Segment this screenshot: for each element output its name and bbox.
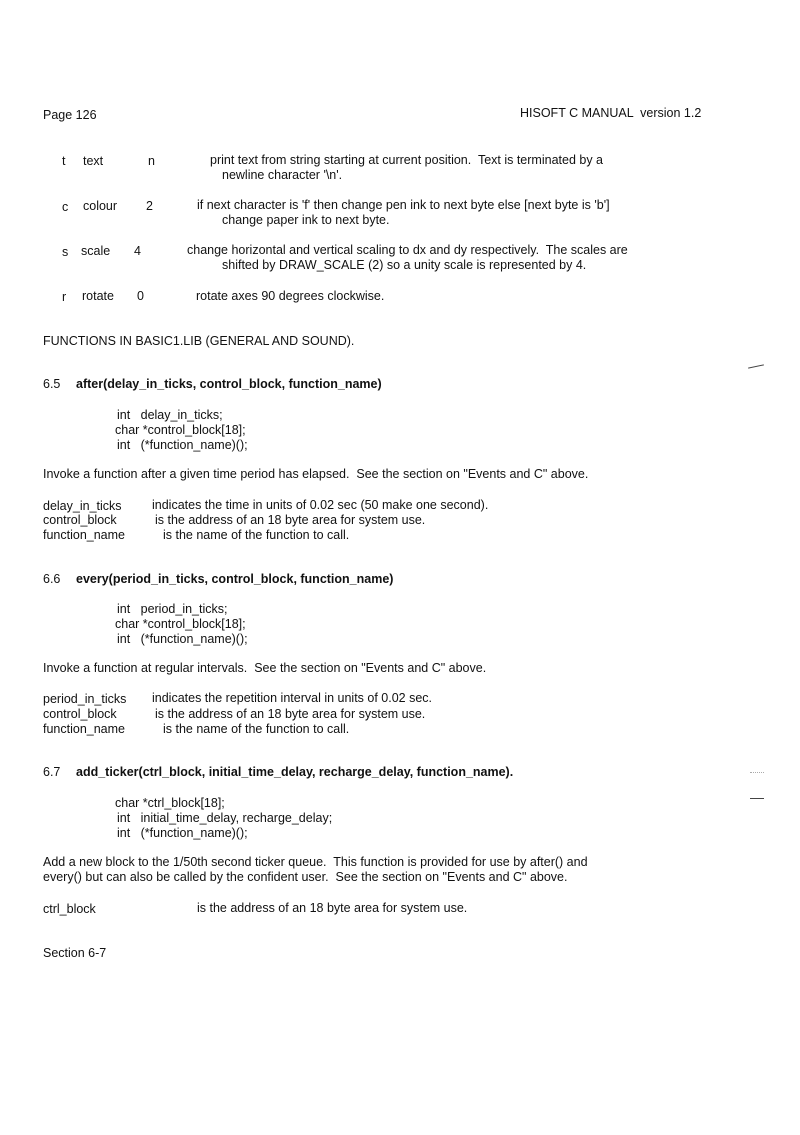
command-arg: 4 [134, 244, 141, 258]
declaration-line: char *ctrl_block[18]; [115, 796, 225, 810]
declaration-line: int initial_time_delay, recharge_delay; [117, 811, 333, 825]
function-signature: add_ticker(ctrl_block, initial_time_delay, recharge_delay, function_name). [76, 765, 514, 779]
page-number: Page 126 [43, 108, 97, 122]
command-desc-cont: shifted by DRAW_SCALE (2) so a unity scale is represented by 4. [222, 258, 587, 272]
param-desc: is the address of an 18 byte area for system use. [155, 513, 426, 527]
param-desc: is the name of the function to call. [163, 528, 350, 542]
scan-mark [750, 772, 764, 773]
declaration-line: int period_in_ticks; [117, 602, 228, 616]
param-desc: is the address of an 18 byte area for system use. [155, 707, 426, 721]
scan-mark [748, 364, 764, 368]
section-heading: FUNCTIONS IN BASIC1.LIB (GENERAL AND SOUND). [43, 334, 355, 348]
function-number: 6.5 [43, 377, 61, 391]
param-name: control_block [43, 707, 117, 721]
function-description: Invoke a function at regular intervals. See the section on "Events and C" above. [43, 661, 487, 675]
command-arg: 0 [137, 289, 144, 303]
param-name: control_block [43, 513, 117, 527]
function-description: Add a new block to the 1/50th second ticker queue. This function is provided for use by after() and [43, 855, 588, 869]
function-signature: after(delay_in_ticks, control_block, function_name) [76, 377, 382, 391]
declaration-line: char *control_block[18]; [115, 423, 246, 437]
command-desc-cont: newline character '\n'. [222, 168, 343, 182]
param-name: delay_in_ticks [43, 499, 122, 513]
declaration-line: char *control_block[18]; [115, 617, 246, 631]
command-letter: r [62, 290, 67, 304]
param-desc: indicates the repetition interval in units of 0.02 sec. [152, 691, 433, 705]
manual-title: HISOFT C MANUAL version 1.2 [520, 106, 702, 120]
command-name: text [83, 154, 104, 168]
command-letter: c [62, 200, 69, 214]
command-name: colour [83, 199, 118, 213]
command-arg: n [148, 154, 155, 168]
command-desc: if next character is 'f' then change pen ink to next byte else [next byte is 'b'] [197, 198, 610, 212]
command-name: scale [81, 244, 111, 258]
function-number: 6.6 [43, 572, 61, 586]
command-name: rotate [82, 289, 114, 303]
param-desc: indicates the time in units of 0.02 sec (50 make one second). [152, 498, 489, 512]
param-name: function_name [43, 722, 126, 736]
param-name: ctrl_block [43, 902, 96, 916]
declaration-line: int (*function_name)(); [117, 438, 248, 452]
command-arg: 2 [146, 199, 153, 213]
param-name: function_name [43, 528, 126, 542]
command-letter: t [62, 154, 66, 168]
command-letter: s [62, 245, 69, 259]
function-description: Invoke a function after a given time period has elapsed. See the section on "Events and C" above. [43, 467, 589, 481]
function-number: 6.7 [43, 765, 61, 779]
command-desc-cont: change paper ink to next byte. [222, 213, 390, 227]
function-signature: every(period_in_ticks, control_block, function_name) [76, 572, 394, 586]
command-desc: print text from string starting at current position. Text is terminated by a [210, 153, 603, 167]
declaration-line: int delay_in_ticks; [117, 408, 223, 422]
declaration-line: int (*function_name)(); [117, 826, 248, 840]
scan-mark [750, 798, 764, 799]
param-desc: is the name of the function to call. [163, 722, 350, 736]
function-description-cont: every() but can also be called by the confident user. See the section on "Events and C" above. [43, 870, 568, 884]
command-desc: change horizontal and vertical scaling to dx and dy respectively. The scales are [187, 243, 628, 257]
declaration-line: int (*function_name)(); [117, 632, 248, 646]
section-footer: Section 6-7 [43, 946, 107, 960]
command-desc: rotate axes 90 degrees clockwise. [196, 289, 385, 303]
param-desc: is the address of an 18 byte area for system use. [197, 901, 468, 915]
param-name: period_in_ticks [43, 692, 127, 706]
